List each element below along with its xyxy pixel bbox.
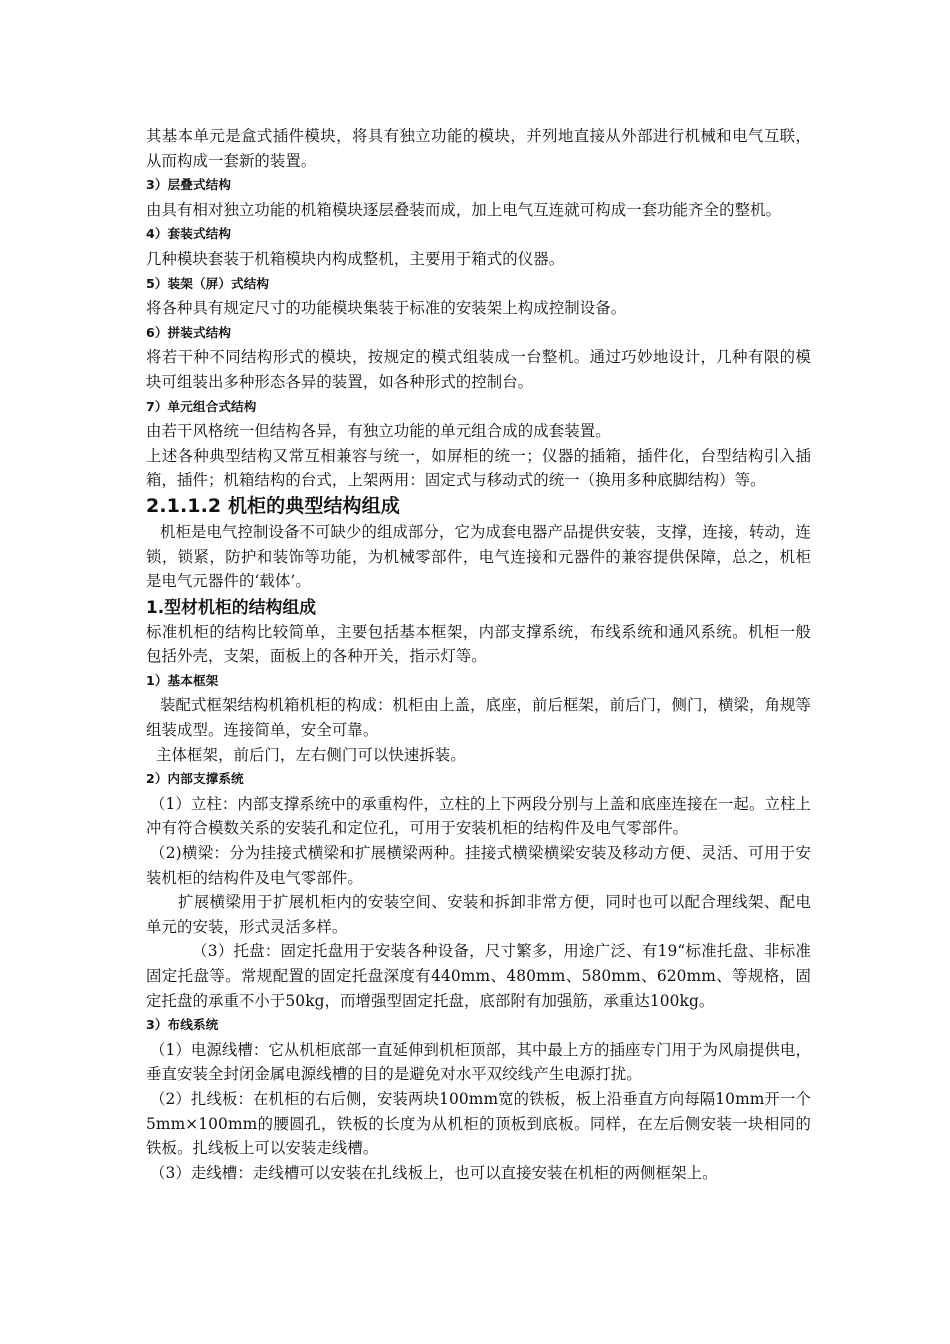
item-heading-9: 7）单元组合式结构	[146, 398, 257, 414]
paragraph-13: 机柜是电气控制设备不可缺少的组成部分，它为成套电器产品提供安装，支撑，连接，转动，连锁，锁紧，防护和装饰等功能，为机械零部件，电气连接和元器件的兼容提供保障，总之，机柜是电气元器件的‘载体’。	[146, 522, 811, 591]
paragraph-25: （1）电源线槽：它从机柜底部一直延伸到机柜顶部，其中最上方的插座专门用于为风扇提供电，垂直安装全封闭金属电源线槽的目的是避免对水平双绞线产生电源打扰。	[146, 1040, 811, 1084]
section-heading-12: 2.1.1.2 机柜的典型结构组成	[146, 494, 400, 517]
paragraph-18: 主体框架，前后门，左右侧门可以快速拆装。	[156, 745, 466, 764]
paragraph-0: 其基本单元是盒式插件模块，将具有独立功能的模块，并列地直接从外部进行机械和电气互联，从而构成一套新的装置。	[146, 127, 811, 170]
item-heading-3: 4）套装式结构	[146, 226, 232, 242]
subsection-heading-14: 1.型材机柜的结构组成	[146, 596, 317, 617]
paragraph-11: 上述各种典型结构又常互相兼容与统一，如屏柜的统一；仪器的插箱，插件化，台型结构引入插箱，插件；机箱结构的台式，上架两用：固定式与移动式的统一（换用多种底脚结构）等。	[146, 446, 811, 490]
paragraph-23: （3）托盘：固定托盘用于安装各种设备，尺寸繁多，用途广泛、有19“标准托盘、非标准固定托盘等。常规配置的固定托盘深度有440mm、480mm、580mm、620mm、等规格，固定托盘的承重不小于50kg，而增强型固定托盘，底部附有加强筋，承重达100kg。	[146, 942, 811, 1010]
item-heading-5: 5）装架（屏）式结构	[146, 275, 270, 291]
paragraph-21: （2)横梁：分为挂接式横梁和扩展横梁两种。挂接式横梁横梁安装及移动方便、灵活、可用于安装机柜的结构件及电气零部件。	[146, 844, 811, 887]
paragraph-27: （3）走线槽：走线槽可以安装在扎线板上，也可以直接安装在机柜的两侧框架上。	[150, 1163, 718, 1182]
item-heading-24: 3）布线系统	[146, 1017, 219, 1033]
paragraph-15: 标准机柜的结构比较简单，主要包括基本框架，内部支撑系统，布线系统和通风系统。机柜一般包括外壳，支架，面板上的各种开关，指示灯等。	[146, 622, 811, 666]
paragraph-10: 由若干风格统一但结构各异，有独立功能的单元组合成的成套装置。	[146, 422, 611, 441]
item-heading-16: 1）基本框架	[146, 672, 219, 688]
document-page	[146, 124, 811, 1185]
paragraph-6: 将各种具有规定尺寸的功能模块集装于标准的安装架上构成控制设备。	[146, 299, 627, 318]
item-heading-19: 2）内部支撑系统	[146, 771, 244, 787]
paragraph-26: （2）扎线板：在机柜的右后侧，安装两块100mm宽的铁板，板上沿垂直方向每隔10mm开一个5mm×100mm的腰圆孔，铁板的长度为从机柜的顶板到底板。同样，在左后侧安装一块相同的铁板。扎线板上可以安装走线槽。	[146, 1089, 811, 1158]
paragraph-4: 几种模块套装于机箱模块内构成整机，主要用于箱式的仪器。	[146, 249, 565, 268]
item-heading-1: 3）层叠式结构	[146, 177, 232, 193]
paragraph-8: 将若干种不同结构形式的模块，按规定的模式组装成一台整机。通过巧妙地设计，几种有限的模块可组装出多种形态各异的装置，如各种形式的控制台。	[146, 348, 811, 391]
item-heading-7: 6）拼装式结构	[146, 324, 232, 340]
paragraph-20: （1）立柱：内部支撑系统中的承重构件，立柱的上下两段分别与上盖和底座连接在一起。立柱上冲有符合模数关系的安装孔和定位孔，可用于安装机柜的结构件及电气零部件。	[146, 794, 811, 838]
paragraph-2: 由具有相对独立功能的机箱模块逐层叠装而成，加上电气互连就可构成一套功能齐全的整机。	[146, 200, 782, 219]
paragraph-22: 扩展横梁用于扩展机柜内的安装空间、安装和拆卸非常方便，同时也可以配合理线架、配电单元的安装，形式灵活多样。	[146, 893, 811, 936]
paragraph-17: 装配式框架结构机箱机柜的构成：机柜由上盖，底座，前后框架，前后门，侧门，横梁，角规等组装成型。连接简单，安全可靠。	[146, 696, 811, 740]
